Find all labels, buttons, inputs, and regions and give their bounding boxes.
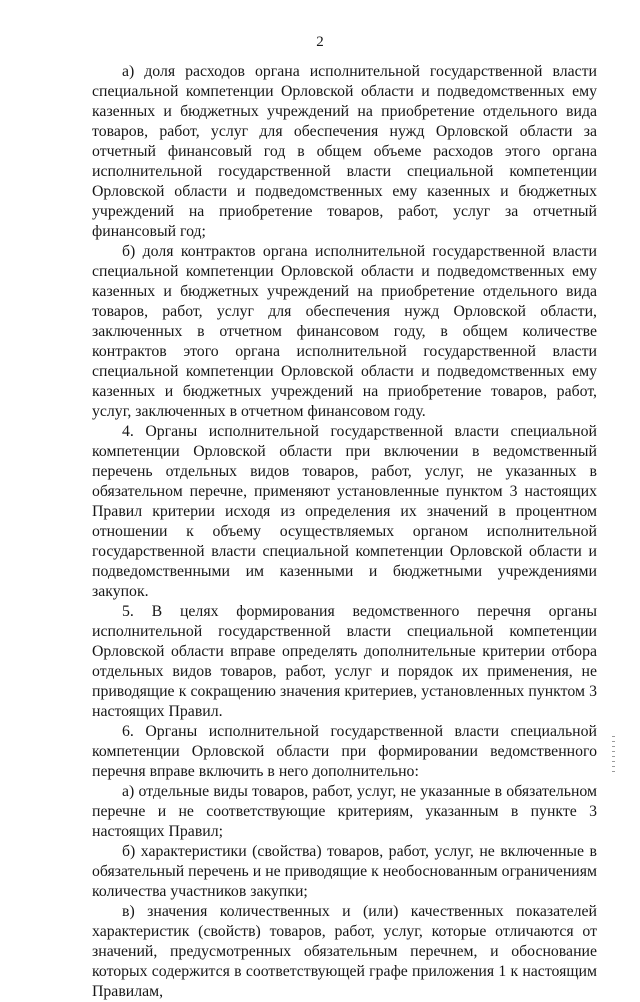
paragraph-6: 6. Органы исполнительной государственной власти специальной компетенции Орловской области при формировании ведомственного перечня вправе включить в него дополнительно: (92, 723, 597, 780)
page-number: 2 (316, 34, 324, 50)
paragraph-6c: в) значения количественных и (или) качественных показателей характеристик (свойств) товаров, работ, услуг, которые отличаются от значений, предусмотренных обязательным перечнем, и обоснование которых содержится в соответствующей графе приложения 1 к настоящим Правилам, (92, 903, 597, 1000)
scan-margin-mark (612, 736, 615, 776)
paragraph-5: 5. В целях формирования ведомственного перечня органы исполнительной государственной власти специальной компетенции Орловской области вправе определять дополнительные критерии отбора отдельных видов товаров, работ, услуг и порядок их применения, не приводящие к сокращению значения критериев, установленных пунктом 3 настоящих Правил. (92, 603, 597, 720)
paragraph-3a: а) доля расходов органа исполнительной государственной власти специальной компетенции Орловской области и подведомственных ему казенных и бюджетных учреждений на приобретение отдельного вида товаров, работ, услуг для обеспечения нужд Орловской области за отчетный финансовый год в общем объеме расходов этого органа исполнительной государственной власти специальной компетенции Орловской области и подведомственных ему казенных и бюджетных учреждений на приобретение товаров, работ, услуг за отчетный финансовый год; (92, 63, 597, 240)
paragraph-6b: б) характеристики (свойства) товаров, работ, услуг, не включенные в обязательный перечень и не приводящие к необоснованным ограничениям количества участников закупки; (92, 843, 597, 900)
document-body (92, 62, 597, 1002)
paragraph-3b: б) доля контрактов органа исполнительной государственной власти специальной компетенции Орловской области и подведомственных ему казенных и бюджетных учреждений на приобретение отдельного вида товаров, работ, услуг для обеспечения нужд Орловской области, заключенных в отчетном финансовом году, в общем количестве контрактов этого органа исполнительной государственной власти специальной компетенции Орловской области и подведомственных ему казенных и бюджетных учреждений на приобретение товаров, работ, услуг, заключенных в отчетном финансовом году. (92, 243, 597, 420)
paragraph-4: 4. Органы исполнительной государственной власти специальной компетенции Орловской области при включении в ведомственный перечень отдельных видов товаров, работ, услуг, не указанных в обязательном перечне, применяют установленные пунктом 3 настоящих Правил критерии исходя из определения их значений в процентном отношении к объему осуществляемых органом исполнительной государственной власти специальной компетенции Орловской области и подведомственными им казенными и бюджетными учреждениями закупок. (92, 423, 597, 600)
paragraph-6a: а) отдельные виды товаров, работ, услуг, не указанные в обязательном перечне и не соответствующие критериям, указанным в пункте 3 настоящих Правил; (92, 783, 597, 840)
